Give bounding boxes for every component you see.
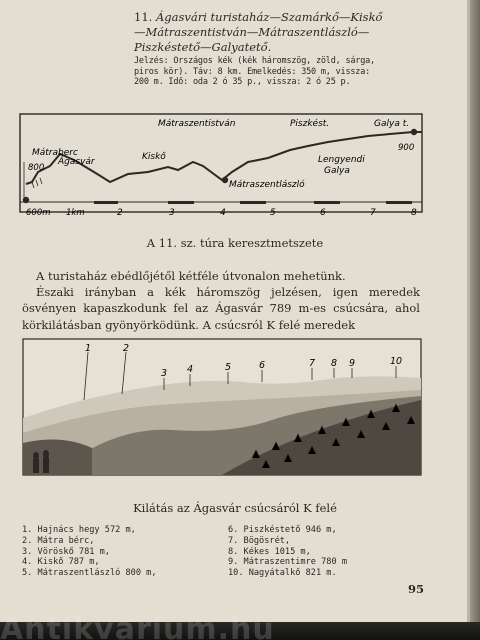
label-matraszentistvan: Mátraszentistván [158,119,236,129]
tour-meta-line-3: 200 m. Idő: oda 2 ó 35 p., vissza: 2 ó 25 p. [134,77,351,87]
tour-meta [134,56,424,88]
tour-title-line-3: Piszkéstető—Galyatető. [134,40,272,54]
panorama-legend [22,525,422,579]
label-galya-teto: Galya t. [374,119,410,129]
tour-heading [134,10,424,55]
km-tick-5: 5 [270,208,276,218]
tour-meta-line-1: Jelzés: Országos kék (kék háromszög, zöld, sárga, [134,56,375,66]
legend-item: 5. Mátraszentlászló 800 m, [22,568,157,579]
tour-title-line-2: —Mátraszentistván—Mátraszentlászló— [134,25,370,39]
elevation-profile [18,112,426,222]
legend-item: 10. Nagyátalkő 821 m. [228,568,337,579]
scale-bar-segment [314,201,340,204]
marker-10: 10 [390,356,403,367]
km-tick-7: 7 [370,208,376,218]
label-galya: Galya [324,166,350,176]
altitude-900-label: 900 [398,143,415,153]
altitude-800-label: 800 [28,163,45,173]
scale-bar-segment [386,201,412,204]
marker-1: 1 [85,343,92,354]
tour-meta-line-2: piros kör). Táv: 8 km. Emelkedés: 350 m, vissza: [134,66,371,77]
page-edge [470,0,480,628]
panorama-illustration [22,338,422,476]
profile-caption: A 11. sz. túra keresztmetszete [146,236,324,250]
label-kisko: Kiskő [142,152,166,162]
end-point-marker [411,129,417,135]
legend-item: 2. Mátra bérc, [22,535,95,546]
watermark: Antikvarium.hu [0,612,275,640]
km-tick-6: 6 [320,208,326,218]
legend-item: 6. Piszkéstető 946 m, [228,525,337,535]
marker-9: 9 [349,358,356,369]
tour-title-part-1: Ágasvári turistaház—Szamárkő—Kiskő [155,10,383,24]
legend-item: 1. Hajnács hegy 572 m, [22,525,136,535]
marker-8: 8 [331,358,338,369]
label-agasvar: Ágasvár [58,157,95,167]
tour-title-line-1 [134,10,424,25]
km-tick-3: 3 [169,208,175,218]
altitude-600-label: 600m [26,208,51,218]
km-tick-8: 8 [411,208,417,218]
legend-item: 9. Mátraszentimre 780 m [228,557,347,568]
legend-item: 4. Kiskő 787 m, [22,557,100,568]
paragraph-2: Északi irányban a kék háromszög jelzésen, igen meredek ösvényen kapaszkodunk fel az Ágasvár 789 m-es csúcsára, ahol körkilátásban gyönyörködünk. A csúcsról K felé meredek [22,285,420,332]
label-lengyendi: Lengyendi [318,155,365,165]
km-tick-4: 4 [220,208,226,218]
label-piszkesteto: Piszkést. [290,119,330,129]
scale-bar-segment [94,201,118,204]
page-number: 95 [408,582,425,596]
marker-5: 5 [225,362,232,373]
tour-number: 11. [134,10,153,24]
marker-4: 4 [187,364,194,375]
marker-2: 2 [123,343,130,354]
panorama-drawing [22,338,422,476]
label-matraszentlaszlo: Mátraszentlászló [229,180,305,190]
elevation-profile-drawing [18,112,426,222]
panorama-caption: Kilátás az Ágasvár csúcsáról K felé [133,501,337,515]
label-matraberc: Mátraberc [32,148,78,158]
mid-point-marker [222,177,228,183]
km-tick-2: 2 [117,208,123,218]
marker-3: 3 [161,368,168,379]
legend-item: 3. Vöröskő 781 m, [22,546,110,557]
marker-6: 6 [259,360,266,371]
scale-bar-segment [240,201,266,204]
scale-bar-segment [168,201,194,204]
legend-right-column [228,525,422,579]
paragraph-1: A turistaház ebédlőjétől kétféle útvonalon mehetünk. [36,269,346,283]
body-text [22,268,420,333]
legend-left-column [22,525,228,579]
legend-item: 7. Bögösrét, [228,535,291,546]
km-unit-label: 1km [66,208,85,218]
legend-item: 8. Kékes 1015 m, [228,546,311,557]
marker-7: 7 [309,358,316,369]
